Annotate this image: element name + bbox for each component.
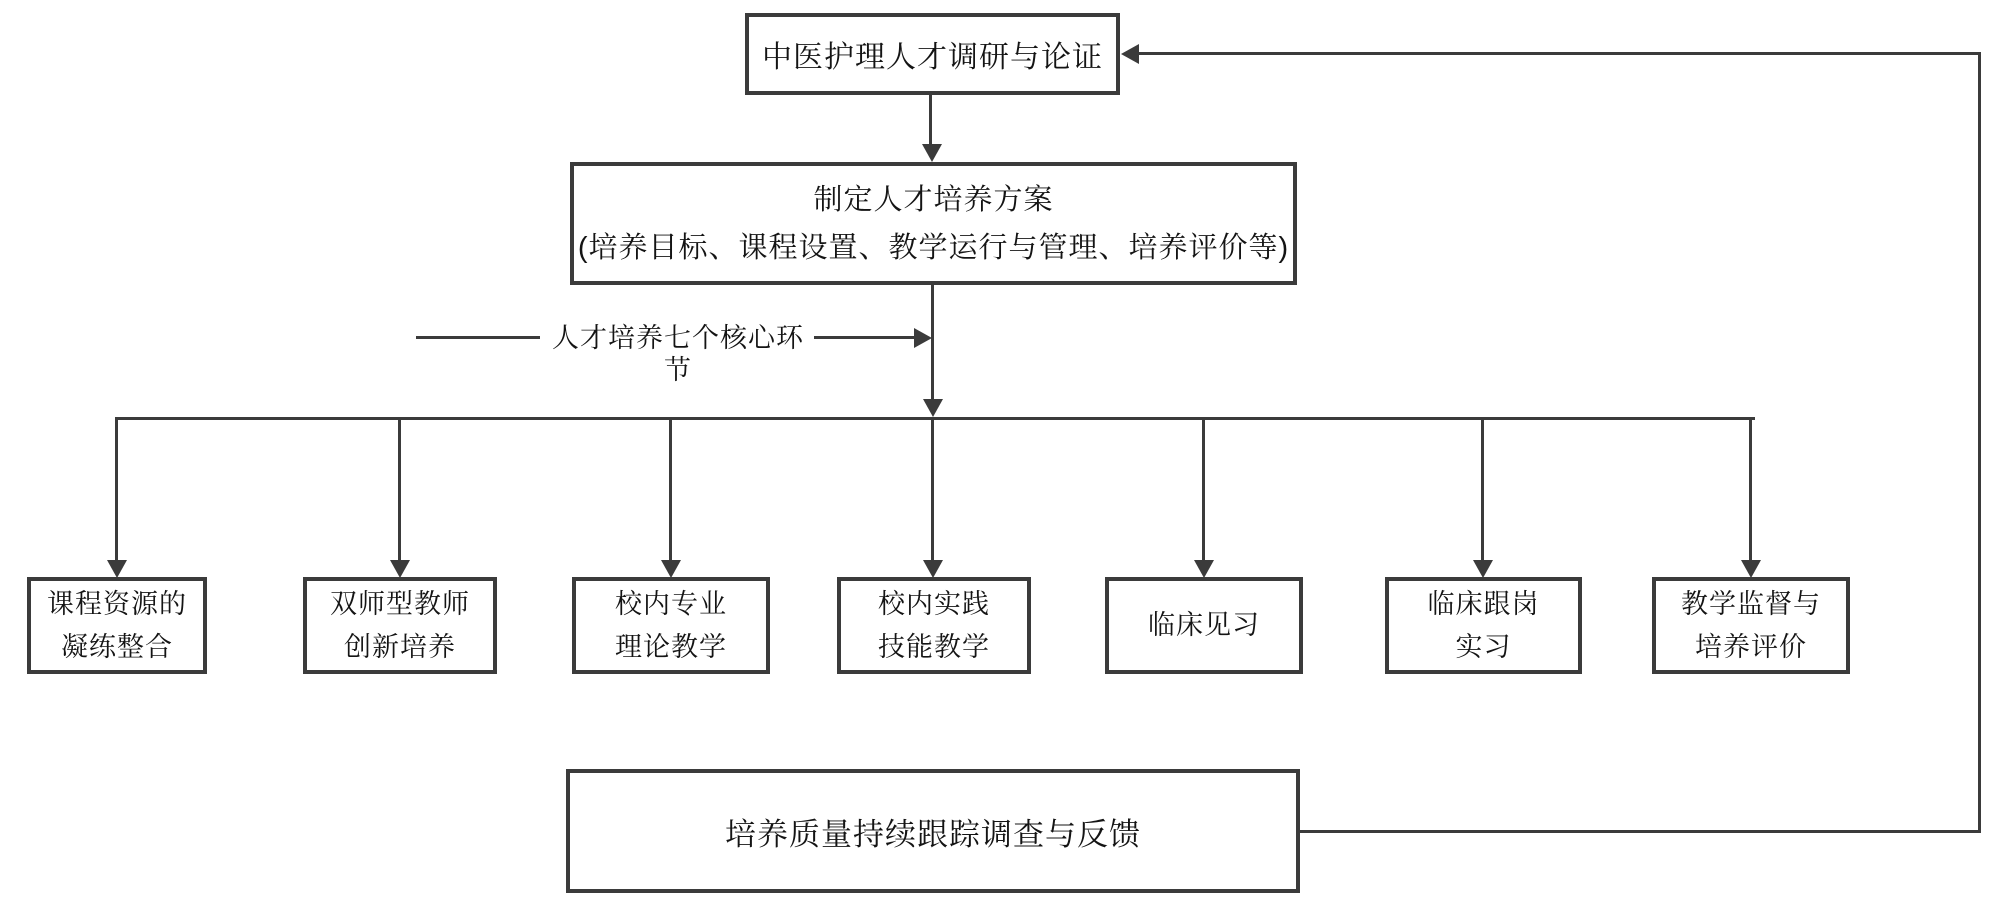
connector-stage-2 [398,418,401,560]
stage-label: 临床跟岗 [1427,588,1540,619]
core-links-label: 人才培养七个核心环节 [540,322,816,386]
connector-stage-3 [669,418,672,560]
arrow-down-icon [923,399,943,417]
stage-box-supervision-evaluation [1652,577,1850,674]
arrow-left-icon [1121,44,1139,64]
feedback-line-top [1138,52,1981,55]
stage-label: 技能教学 [878,631,990,662]
distribution-line [115,417,1755,420]
node-plan-subtitle: (培养目标、课程设置、教学运行与管理、培养评价等) [577,231,1290,264]
arrow-down-icon [1741,560,1761,578]
stage-label: 双师型教师 [330,588,470,619]
node-research [745,13,1120,95]
stage-box-theory-teaching [572,577,770,674]
stage-box-clinical-internship [1385,577,1582,674]
node-research-label: 中医护理人才调研与论证 [762,41,1103,74]
stage-label: 培养评价 [1695,631,1807,662]
stage-label: 课程资源的 [47,588,187,619]
stage-label: 凝练整合 [61,631,173,662]
node-plan [570,162,1297,285]
stage-label: 创新培养 [344,631,456,662]
connector-stage-7 [1749,418,1752,560]
stage-box-dual-teachers [303,577,497,674]
arrow-down-icon [923,560,943,578]
connector-stage-5 [1202,418,1205,560]
stage-box-practice-skills [837,577,1031,674]
arrow-down-icon [922,144,942,162]
arrow-down-icon [107,560,127,578]
node-plan-title: 制定人才培养方案 [813,183,1054,216]
arrow-down-icon [1194,560,1214,578]
connector-research-to-plan [929,95,932,146]
stage-box-curriculum-resources [27,577,207,674]
stage-label: 临床见习 [1148,610,1260,640]
stage-label: 校内专业 [615,588,727,619]
core-label-leader-line [416,336,540,339]
node-feedback [566,769,1300,893]
core-label-arrow-line [814,336,914,339]
feedback-line-bottom [1298,830,1981,833]
stage-label: 理论教学 [615,631,727,662]
arrow-down-icon [661,560,681,578]
connector-stage-1 [115,418,118,560]
arrow-down-icon [1473,560,1493,578]
feedback-line-right [1978,52,1981,833]
arrow-right-icon [914,328,932,348]
arrow-down-icon [390,560,410,578]
stage-label: 实习 [1455,631,1512,662]
connector-stage-4 [931,418,934,560]
stage-label: 教学监督与 [1681,588,1821,619]
stage-label: 校内实践 [878,588,990,619]
connector-stage-6 [1481,418,1484,560]
stage-box-clinical-observation [1105,577,1303,674]
node-feedback-label: 培养质量持续跟踪调查与反馈 [725,816,1141,852]
